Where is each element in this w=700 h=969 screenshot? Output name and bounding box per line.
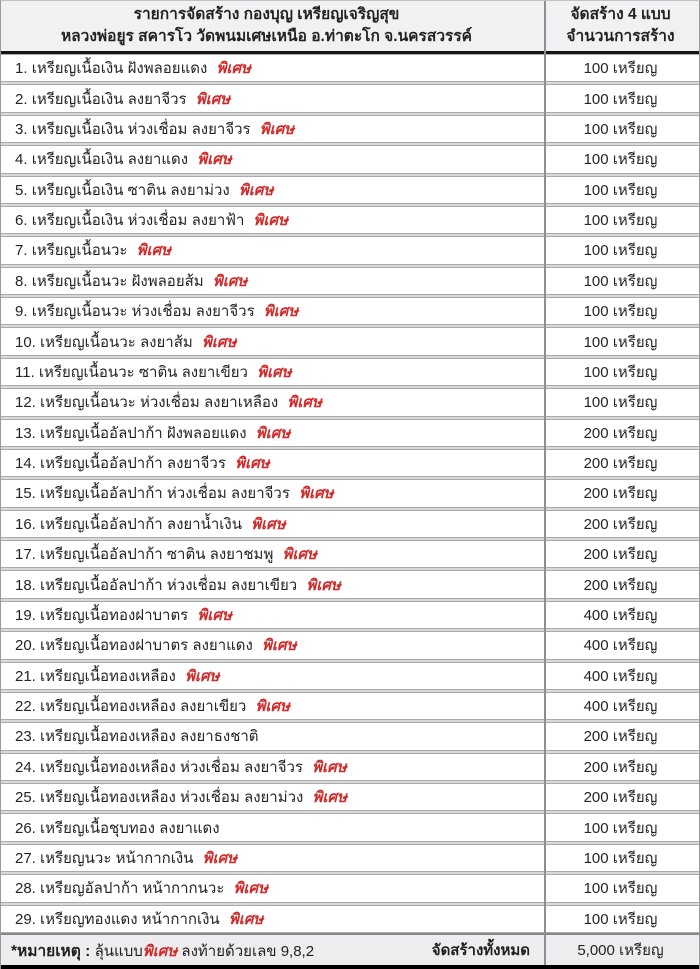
item-number: 21. [15,667,41,685]
item-number: 22. [15,698,41,716]
table-row [1,631,699,659]
item-number: 26. [15,819,41,837]
item-quantity: 100 เหรียญ [583,819,658,837]
item-number: 20. [15,637,41,655]
item-name: เหรียญเนื้ออัลปาก้า ซาติน ลงยาชมพู [40,546,274,564]
special-tag: พิเศษ [201,333,237,351]
table-row [1,327,699,355]
special-tag: พิเศษ [136,242,172,260]
table-footer [1,933,699,969]
item-number: 8. [15,272,32,290]
special-tag: พิเศษ [287,394,322,412]
table-row [1,844,699,872]
item-number: 19. [15,606,41,624]
item-number: 13. [15,424,41,442]
item-number: 1. [15,60,32,78]
item-number: 5. [15,181,32,199]
title-line-2: หลวงพ่อยูร สคารโว วัดพนมเศษเหนือ อ.ท่าตะโก จ.นครสวรรค์ [60,28,473,45]
item-number: 23. [15,728,41,746]
item-label [1,755,542,779]
item-quantity: 100 เหรียญ [583,212,658,230]
table-row [1,813,699,841]
item-name: เหรียญเนื้อทองเหลือง ห่วงเชื่อม ลงยาจีวร [40,758,303,776]
table-row [1,601,699,629]
column-divider [544,1,546,965]
item-label [1,147,542,171]
special-tag: พิเศษ [262,637,297,655]
item-number: 24. [15,758,41,776]
item-label [1,876,542,900]
item-quantity: 200 เหรียญ [583,546,658,564]
special-tag: พิเศษ [238,181,274,199]
item-name: เหรียญเนื้อนวะ ซาติน ลงยาเขียว [38,363,248,381]
table-row [1,297,699,325]
table-row [1,449,699,477]
header-title [1,1,542,51]
item-quantity: 100 เหรียญ [583,60,658,78]
item-number: 25. [15,789,41,807]
footnote-mid: ลุ้นแบบ [94,942,143,960]
item-name: เหรียญเนื้อเงิน ห่วงเชื่อม ลงยาจีวร [31,120,251,138]
special-tag: พิเศษ [185,667,220,685]
special-tag: พิเศษ [282,546,317,564]
item-label [1,542,542,566]
item-number: 16. [15,515,41,533]
special-tag: พิเศษ [197,606,232,624]
item-label [1,421,542,445]
item-quantity: 200 เหรียญ [583,424,658,442]
item-name: เหรียญเนื้อนวะ ฝังพลอยส้ม [31,272,204,290]
table-row [1,176,699,204]
item-label [1,633,542,657]
item-quantity: 200 เหรียญ [583,515,658,533]
special-tag: พิเศษ [197,151,232,169]
item-name: เหรียญเนื้อทองเหลือง ลงยาธงชาติ [40,728,259,746]
item-label [1,451,542,475]
item-quantity: 200 เหรียญ [583,789,658,807]
item-name: เหรียญเนื้อทองฝาบาตร [40,606,189,624]
item-name: เหรียญเนื้ออัลปาก้า ฝังพลอยแดง [40,424,247,442]
item-number: 10. [15,333,41,351]
table-row [1,54,699,82]
special-tag: พิเศษ [263,303,299,321]
item-label [1,724,542,748]
item-name: เหรียญเนื้อทองฝาบาตร ลงยาแดง [40,637,253,655]
item-quantity: 100 เหรียญ [583,181,658,199]
item-name: เหรียญเนื้อเงิน ลงยาแดง [31,151,189,169]
item-label [1,694,542,718]
table-row [1,145,699,173]
item-label [1,816,542,840]
item-label [1,846,542,870]
item-number: 14. [15,455,41,473]
item-quantity: 100 เหรียญ [583,303,658,321]
item-quantity: 100 เหรียญ [583,363,658,381]
item-name: เหรียญเนื้ออัลปาก้า ลงยาจีวร [40,455,226,473]
item-label [1,512,542,536]
item-quantity: 200 เหรียญ [583,728,658,746]
quantity-header-line-1: จัดสร้าง 4 แบบ [570,5,671,23]
table-row [1,236,699,264]
item-number: 9. [15,303,32,321]
item-quantity: 100 เหรียญ [583,880,658,898]
item-label [1,603,542,627]
item-label [1,907,542,931]
header-quantity-column [542,1,699,51]
item-quantity: 100 เหรียญ [583,849,658,867]
special-tag: พิเศษ [216,60,251,78]
item-quantity: 200 เหรียญ [583,576,658,594]
item-label [1,56,542,80]
item-label [1,390,542,414]
item-quantity: 100 เหรียญ [583,242,658,260]
item-quantity: 100 เหรียญ [583,333,658,351]
item-label [1,299,542,323]
special-tag: พิเศษ [257,363,292,381]
item-name: เหรียญเนื้อเงิน ซาติน ลงยาม่วง [31,181,230,199]
table-row [1,753,699,781]
item-number: 18. [15,576,41,594]
item-name: เหรียญเนื้อนวะ ห่วงเชื่อม ลงยาเหลือง [40,394,279,412]
item-label [1,117,542,141]
table-header [1,1,699,54]
item-label [1,664,542,688]
footer-left [1,938,542,963]
item-name: เหรียญเนื้อนวะ ลงยาส้ม [40,333,193,351]
item-label [1,481,542,505]
footnote [11,938,432,963]
item-number: 28. [15,880,41,898]
special-tag: พิเศษ [233,880,268,898]
table-row [1,662,699,690]
item-number: 12. [15,394,41,412]
footnote-prefix: *หมายเหตุ : [11,942,95,960]
total-label: จัดสร้างทั้งหมด [431,942,530,959]
item-number: 7. [15,242,32,260]
table-row [1,84,699,112]
item-name: เหรียญเนื้อนวะ ห่วงเชื่อม ลงยาจีวร [31,303,255,321]
item-quantity: 100 เหรียญ [583,90,658,108]
special-tag: พิเศษ [259,120,295,138]
table-row [1,115,699,143]
item-name: เหรียญเนื้อเงิน ลงยาจีวร [31,90,187,108]
item-name: เหรียญเนื้อทองเหลือง ลงยาเขียว [40,698,247,716]
footnote-suffix: ลงท้ายด้วยเลข 9,8,2 [177,942,315,960]
item-name: เหรียญเนื้อนวะ [31,242,128,260]
item-number: 15. [15,485,41,503]
table-row [1,510,699,538]
special-tag: พิเศษ [255,424,291,442]
item-label [1,238,542,262]
item-name: เหรียญเนื้ออัลปาก้า ลงยาน้ำเงิน [40,515,242,533]
table-row [1,358,699,386]
item-number: 17. [15,546,41,564]
special-tag: พิเศษ [253,212,288,230]
special-tag: พิเศษ [251,515,286,533]
table-row [1,479,699,507]
item-name: เหรียญเนื้อชุบทอง ลงยาแดง [40,819,220,837]
item-label [1,208,542,232]
special-tag: พิเศษ [312,789,347,807]
item-quantity: 400 เหรียญ [583,667,658,685]
item-label [1,269,542,293]
table-row [1,540,699,568]
special-tag: พิเศษ [212,272,248,290]
item-label [1,87,542,111]
item-quantity: 100 เหรียญ [583,151,658,169]
item-name: เหรียญนวะ หน้ากากเงิน [40,849,194,867]
item-quantity: 400 เหรียญ [583,698,658,716]
special-tag: พิเศษ [312,758,347,776]
item-quantity: 100 เหรียญ [583,910,658,928]
item-quantity: 200 เหรียญ [583,485,658,503]
item-name: เหรียญเนื้อเงิน ฝังพลอยแดง [31,60,208,78]
item-quantity: 200 เหรียญ [583,758,658,776]
special-tag: พิเศษ [235,455,270,473]
table-body [1,54,699,933]
item-label [1,785,542,809]
table-row [1,905,699,933]
item-quantity: 400 เหรียญ [583,606,658,624]
footnote-special: พิเศษ [142,942,178,960]
item-number: 3. [15,120,32,138]
total-quantity: 5,000 เหรียญ [577,942,664,959]
special-tag: พิเศษ [306,576,341,594]
table-row [1,206,699,234]
item-quantity: 400 เหรียญ [583,637,658,655]
item-label [1,178,542,202]
table-row [1,783,699,811]
item-quantity: 100 เหรียญ [583,394,658,412]
table-row [1,570,699,598]
table-row [1,419,699,447]
special-tag: พิเศษ [195,90,231,108]
item-name: เหรียญอัลปาก้า หน้ากากนวะ [40,880,225,898]
title-line-1: รายการจัดสร้าง กองบุญ เหรียญเจริญสุข [133,5,400,23]
item-quantity: 100 เหรียญ [583,120,658,138]
item-name: เหรียญเนื้อทองเหลือง [40,667,176,685]
item-number: 11. [15,363,39,381]
table-row [1,722,699,750]
item-number: 2. [15,90,32,108]
quantity-header-line-2: จำนวนการสร้าง [566,28,675,45]
special-tag: พิเศษ [255,698,290,716]
item-number: 29. [15,910,41,928]
item-label [1,360,542,384]
special-tag: พิเศษ [202,849,238,867]
item-name: เหรียญทองแดง หน้ากากเงิน [40,910,220,928]
item-name: เหรียญเนื้อเงิน ห่วงเชื่อม ลงยาฟ้า [31,212,245,230]
table-row [1,388,699,416]
table-row [1,874,699,902]
item-quantity: 100 เหรียญ [583,272,658,290]
item-label [1,330,542,354]
table-row [1,692,699,720]
table-row [1,267,699,295]
special-tag: พิเศษ [299,485,334,503]
item-label [1,573,542,597]
item-name: เหรียญเนื้ออัลปาก้า ห่วงเชื่อม ลงยาจีวร [40,485,290,503]
item-quantity: 200 เหรียญ [583,455,658,473]
item-number: 27. [15,849,41,867]
item-name: เหรียญเนื้ออัลปาก้า ห่วงเชื่อม ลงยาเขียว [40,576,298,594]
special-tag: พิเศษ [228,910,264,928]
item-name: เหรียญเนื้อทองเหลือง ห่วงเชื่อม ลงยาม่วง [40,789,304,807]
item-number: 6. [15,212,32,230]
item-number: 4. [15,151,32,169]
